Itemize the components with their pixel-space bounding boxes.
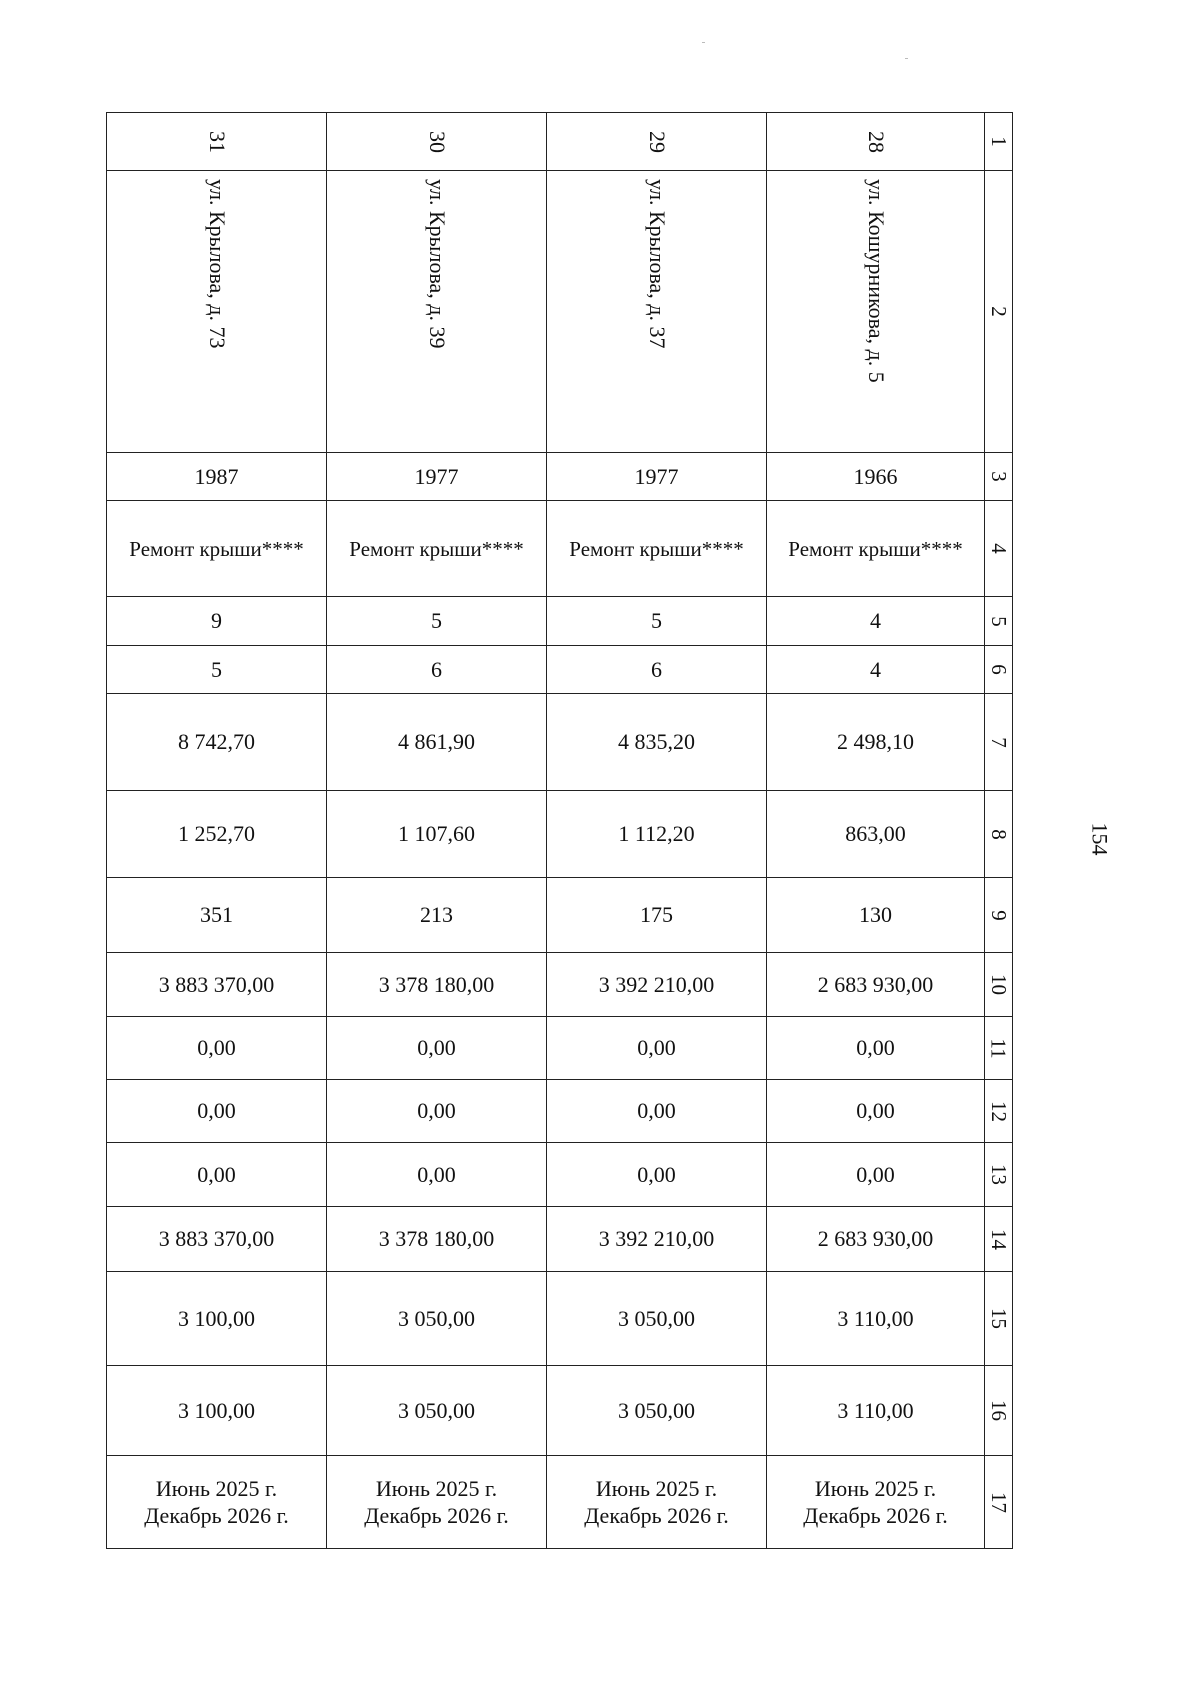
value-cell: 3 378 180,00 [327,953,547,1017]
year-cell: 1977 [327,453,547,501]
table-row [107,1456,1013,1549]
record-number-cell [767,113,985,171]
work-type-cell [107,501,327,597]
work-type-text: Ремонт крыши**** [349,536,524,561]
row-number-cell [985,1143,1013,1207]
row-number: 2 [987,306,1011,317]
scan-speck [702,42,705,43]
work-type-text: Ремонт крыши**** [129,536,304,561]
record-number: 29 [644,130,670,153]
scan-speck [905,58,908,59]
row-number-cell [985,453,1013,501]
value-cell: 3 883 370,00 [107,953,327,1017]
row-number: 17 [987,1491,1011,1513]
value-cell: 4 [767,597,985,646]
period-start: Июнь 2025 г. [375,1475,498,1501]
period-cell [327,1456,547,1549]
row-number: 6 [987,664,1011,675]
table-row [107,1080,1013,1143]
period-end: Декабрь 2026 г. [144,1503,289,1528]
row-number-cell [985,646,1013,694]
period-end: Декабрь 2026 г. [584,1503,729,1528]
table-row [107,113,1013,171]
value-cell: 0,00 [107,1143,327,1207]
value-cell: 3 100,00 [107,1272,327,1366]
value-cell: 351 [107,878,327,953]
value-cell: 3 392 210,00 [547,1207,767,1272]
value-cell: 4 [767,646,985,694]
address-text: ул. Кошурникова, д. 5 [863,179,889,383]
value-cell: 3 378 180,00 [327,1207,547,1272]
value-cell: 1 112,20 [547,791,767,878]
address-cell [767,171,985,453]
row-number: 3 [987,471,1011,482]
work-type-cell [327,501,547,597]
value-cell: 2 498,10 [767,694,985,791]
period-start: Июнь 2025 г. [155,1475,278,1501]
address-cell [547,171,767,453]
table-row [107,453,1013,501]
table-row [107,1272,1013,1366]
value-cell: 9 [107,597,327,646]
row-number-cell [985,1272,1013,1366]
record-number-cell [547,113,767,171]
table-row [107,1207,1013,1272]
row-number: 11 [986,1037,1011,1059]
record-number-cell [327,113,547,171]
table-row [107,1017,1013,1080]
value-cell: 1 252,70 [107,791,327,878]
address-cell [327,171,547,453]
value-cell: 0,00 [767,1017,985,1080]
record-number-cell [107,113,327,171]
row-number-cell [985,878,1013,953]
value-cell: 5 [327,597,547,646]
value-cell: 0,00 [767,1143,985,1207]
value-cell: 4 835,20 [547,694,767,791]
value-cell: 0,00 [547,1143,767,1207]
value-cell: 0,00 [547,1017,767,1080]
row-number-cell [985,113,1013,171]
year-cell: 1977 [547,453,767,501]
table-row [107,1143,1013,1207]
table-row [107,646,1013,694]
value-cell: 3 110,00 [767,1272,985,1366]
row-number: 9 [987,909,1011,921]
row-number: 1 [987,136,1011,147]
value-cell: 213 [327,878,547,953]
row-number: 8 [987,828,1011,840]
row-number: 15 [987,1308,1011,1329]
value-cell: 130 [767,878,985,953]
value-cell: 3 050,00 [547,1272,767,1366]
value-cell: 0,00 [327,1080,547,1143]
table-row [107,694,1013,791]
period-start: Июнь 2025 г. [814,1475,937,1501]
value-cell: 3 883 370,00 [107,1207,327,1272]
value-cell: 3 100,00 [107,1366,327,1456]
repair-schedule-table [106,112,1013,1549]
value-cell: 0,00 [767,1080,985,1143]
value-cell: 863,00 [767,791,985,878]
period-cell [547,1456,767,1549]
value-cell: 3 050,00 [547,1366,767,1456]
work-type-cell [767,501,985,597]
value-cell: 1 107,60 [327,791,547,878]
row-number-cell [985,501,1013,597]
table-row [107,597,1013,646]
table-row [107,791,1013,878]
row-number: 13 [987,1164,1011,1185]
work-type-cell [547,501,767,597]
page-number: 154 [1087,822,1113,856]
value-cell: 8 742,70 [107,694,327,791]
record-number: 28 [863,130,889,153]
row-number-cell [985,1366,1013,1456]
value-cell: 5 [107,646,327,694]
period-cell [107,1456,327,1549]
record-number: 30 [424,130,450,153]
table-row [107,501,1013,597]
row-number-cell [985,1207,1013,1272]
address-text: ул. Крылова, д. 37 [644,179,670,349]
row-number-cell [985,953,1013,1017]
row-number: 12 [987,1100,1011,1122]
row-number-cell [985,1080,1013,1143]
row-number-cell [985,791,1013,878]
period-end: Декабрь 2026 г. [803,1503,948,1528]
value-cell: 0,00 [547,1080,767,1143]
value-cell: 6 [547,646,767,694]
row-number: 14 [987,1228,1011,1250]
value-cell: 0,00 [327,1017,547,1080]
row-number: 5 [987,615,1011,627]
year-cell: 1987 [107,453,327,501]
value-cell: 175 [547,878,767,953]
row-number: 7 [987,736,1011,748]
value-cell: 0,00 [107,1017,327,1080]
value-cell: 6 [327,646,547,694]
value-cell: 2 683 930,00 [767,953,985,1017]
period-start: Июнь 2025 г. [595,1475,718,1501]
period-cell [767,1456,985,1549]
table-row [107,171,1013,453]
value-cell: 3 050,00 [327,1366,547,1456]
value-cell: 2 683 930,00 [767,1207,985,1272]
row-number: 16 [987,1400,1011,1421]
table-row [107,1366,1013,1456]
row-number-cell [985,597,1013,646]
value-cell: 0,00 [327,1143,547,1207]
row-number-cell [985,1456,1013,1549]
value-cell: 3 050,00 [327,1272,547,1366]
table-row [107,878,1013,953]
row-number-cell [985,1017,1013,1080]
period-end: Декабрь 2026 г. [364,1503,509,1528]
work-type-text: Ремонт крыши**** [569,536,744,561]
work-type-text: Ремонт крыши**** [788,536,963,561]
year-cell: 1966 [767,453,985,501]
row-number: 10 [987,974,1011,995]
value-cell: 4 861,90 [327,694,547,791]
value-cell: 5 [547,597,767,646]
value-cell: 0,00 [107,1080,327,1143]
row-number-cell [985,694,1013,791]
record-number: 31 [204,130,230,153]
table-row [107,953,1013,1017]
value-cell: 3 110,00 [767,1366,985,1456]
row-number-cell [985,171,1013,453]
value-cell: 3 392 210,00 [547,953,767,1017]
address-text: ул. Крылова, д. 73 [204,179,230,349]
address-cell [107,171,327,453]
address-text: ул. Крылова, д. 39 [424,179,450,349]
row-number: 4 [987,543,1011,554]
